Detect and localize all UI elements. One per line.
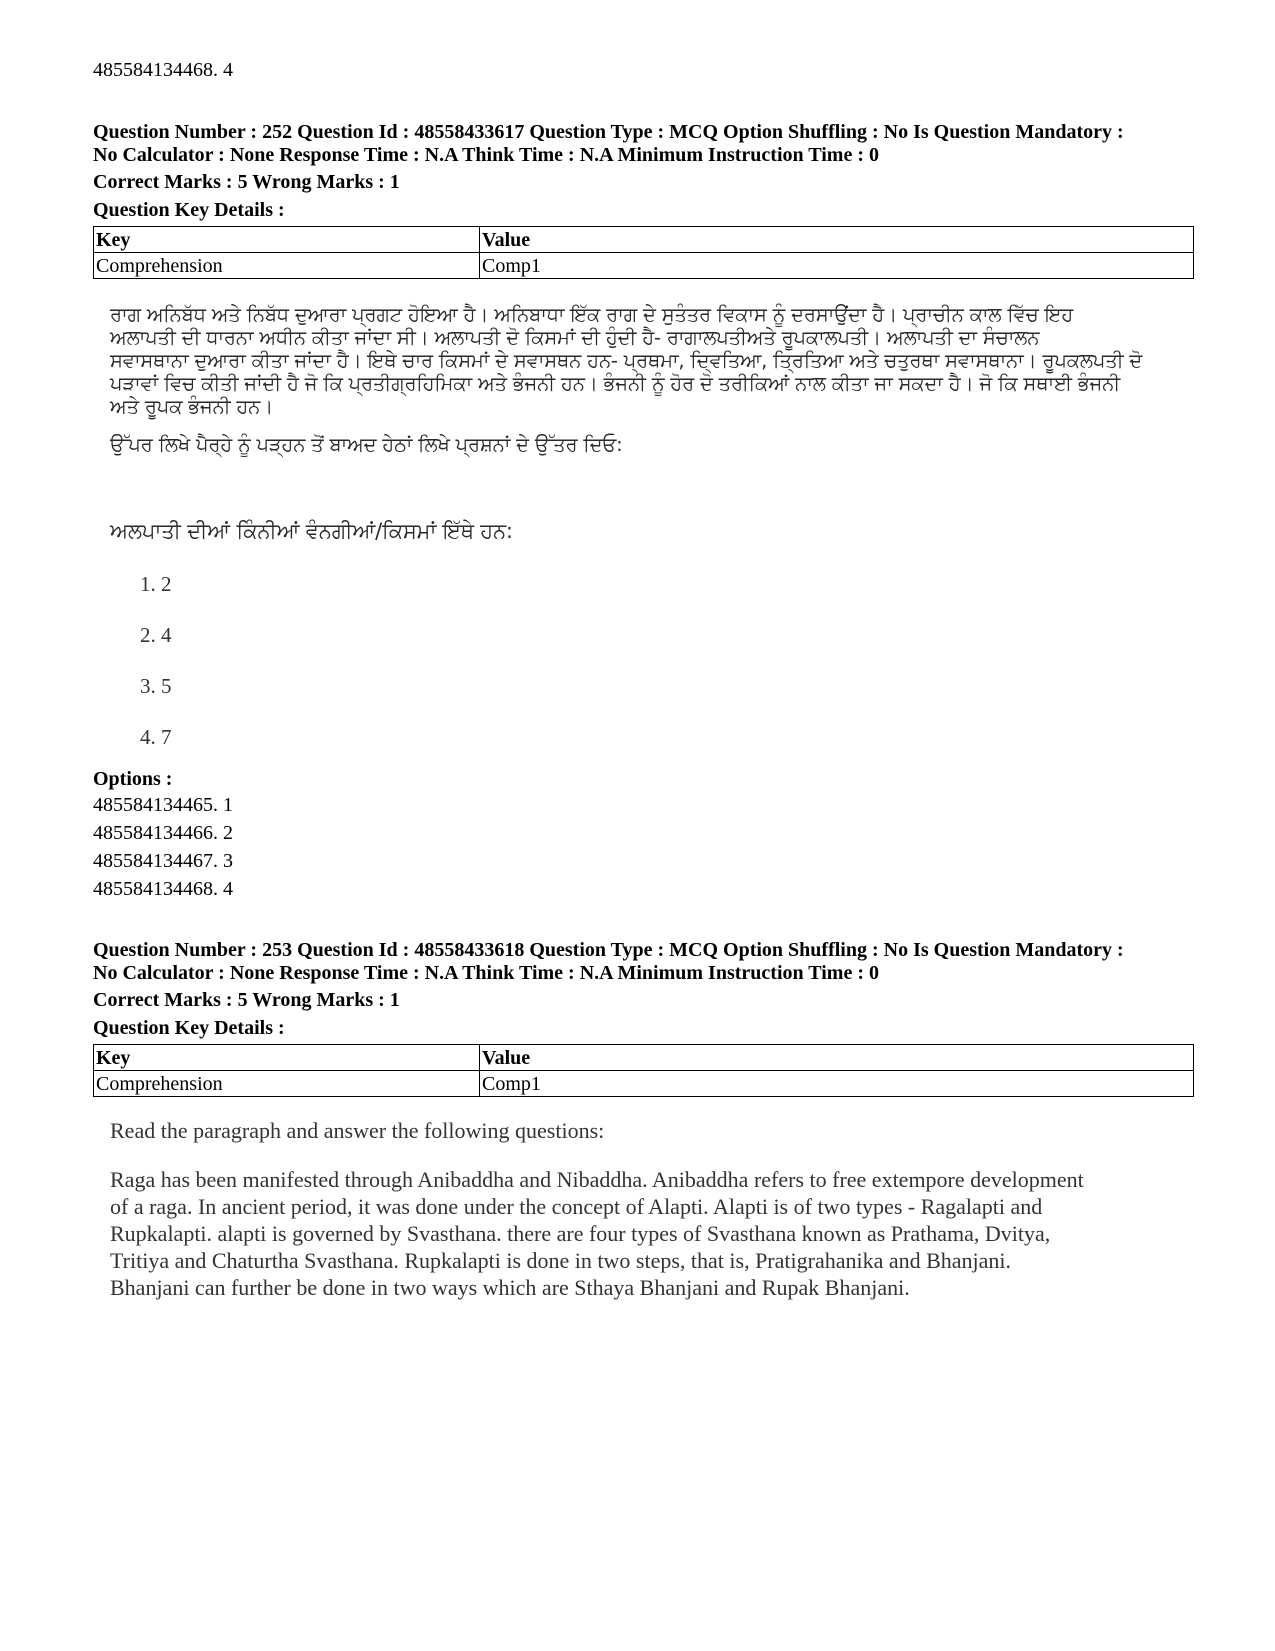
table-header-value: Value <box>480 1045 1194 1071</box>
q252-meta-line1: Question Number : 252 Question Id : 48558433617 Question Type : MCQ Option Shuffling : No Is Question Mandatory : <box>93 121 1124 143</box>
passage-line: Bhanjani can further be done in two ways which are Sthaya Bhanjani and Rupak Bhanjani. <box>110 1275 910 1300</box>
q253-passage <box>110 1166 1170 1301</box>
passage-line: ਰਾਗ ਅਨਿਬੱਧ ਅਤੇ ਨਿਬੱਧ ਦੁਆਰਾ ਪ੍ਰਗਟ ਹੋਇਆ ਹੈ। ਅਨਿਬਾਧਾ ਇੱਕ ਰਾਗ ਦੇ ਸੁਤੰਤਰ ਵਿਕਾਸ ਨੂੰ ਦਰਸਾਉਂਦਾ ਹੈ। ਪ੍ਰਾਚੀਨ ਕਾਲ ਵਿੱਚ ਇਹ <box>110 303 1074 326</box>
q252-meta-line2: No Calculator : None Response Time : N.A Think Time : N.A Minimum Instruction Time : 0 <box>93 144 879 166</box>
q252-key-table <box>93 226 1194 279</box>
table-header-key: Key <box>94 1045 480 1071</box>
previous-answer-line: 485584134468. 4 <box>93 59 233 81</box>
table-row <box>94 253 1194 279</box>
table-header-key: Key <box>94 227 480 253</box>
passage-line: Rupkalapti. alapti is governed by Svasthana. there are four types of Svasthana known as Prathama, Dvitya, <box>110 1221 1051 1246</box>
passage-line: ਪੜਾਵਾਂ ਵਿਚ ਕੀਤੀ ਜਾਂਦੀ ਹੈ ਜੋ ਕਿ ਪ੍ਰਤੀਗ੍ਰਹਿਮਿਕਾ ਅਤੇ ਭੰਜਨੀ ਹਨ। ਭੰਜਨੀ ਨੂੰ ਹੋਰ ਦੋ ਤਰੀਕਿਆਂ ਨਾਲ ਕੀਤਾ ਜਾ ਸਕਦਾ ਹੈ। ਜੋ ਕਿ ਸਥਾਈ ਭੰਜਨੀ <box>110 372 1120 395</box>
q252-image-option-4: 4. 7 <box>140 725 172 749</box>
list-item: 485584134468. 4 <box>93 878 233 900</box>
table-header-value: Value <box>480 227 1194 253</box>
q253-key-table <box>93 1044 1194 1097</box>
table-header-row <box>94 227 1194 253</box>
passage-line: ਅਲਾਪਤੀ ਦੀ ਧਾਰਨਾ ਅਧੀਨ ਕੀਤਾ ਜਾਂਦਾ ਸੀ। ਅਲਾਪਤੀ ਦੋ ਕਿਸਮਾਂ ਦੀ ਹੁੰਦੀ ਹੈ- ਰਾਗਾਲਪਤੀਅਤੇ ਰੂਪਕਾਲਪਤੀ। ਅਲਾਪਤੀ ਦਾ ਸੰਚਾਲਨ <box>110 326 1040 349</box>
list-item: 485584134467. 3 <box>93 850 233 872</box>
q253-marks: Correct Marks : 5 Wrong Marks : 1 <box>93 989 400 1011</box>
q252-options-label: Options : <box>93 768 173 790</box>
q252-image-option-3: 3. 5 <box>140 674 172 698</box>
table-cell-key: Comprehension <box>94 1071 480 1097</box>
table-cell-value: Comp1 <box>480 1071 1194 1097</box>
list-item: 485584134465. 1 <box>93 794 233 816</box>
table-header-row <box>94 1045 1194 1071</box>
q252-image-option-2: 2. 4 <box>140 623 172 647</box>
q253-meta-line2: No Calculator : None Response Time : N.A Think Time : N.A Minimum Instruction Time : 0 <box>93 962 879 984</box>
q252-instruction: ਉੱਪਰ ਲਿਖੇ ਪੈਰ੍ਹੇ ਨੂੰ ਪੜ੍ਹਨ ਤੋਂ ਬਾਅਦ ਹੇਠਾਂ ਲਿਖੇ ਪ੍ਰਸ਼ਨਾਂ ਦੇ ਉੱਤਰ ਦਿਓ: <box>110 433 623 456</box>
q253-instruction: Read the paragraph and answer the following questions: <box>110 1118 605 1143</box>
passage-line: ਅਤੇ ਰੂਪਕ ਭੰਜਨੀ ਹਨ। <box>110 395 274 418</box>
q252-passage <box>110 303 1170 418</box>
q252-key-details-label: Question Key Details : <box>93 199 285 221</box>
passage-line: Tritiya and Chaturtha Svasthana. Rupkalapti is done in two steps, that is, Pratigrahanika and Bhanjani. <box>110 1248 1012 1273</box>
table-cell-key: Comprehension <box>94 253 480 279</box>
q253-meta-line1: Question Number : 253 Question Id : 48558433618 Question Type : MCQ Option Shuffling : No Is Question Mandatory : <box>93 939 1124 961</box>
table-cell-value: Comp1 <box>480 253 1194 279</box>
list-item: 485584134466. 2 <box>93 822 233 844</box>
table-row <box>94 1071 1194 1097</box>
q252-marks: Correct Marks : 5 Wrong Marks : 1 <box>93 171 400 193</box>
passage-line: Raga has been manifested through Anibaddha and Nibaddha. Anibaddha refers to free extempore development <box>110 1167 1084 1192</box>
passage-line: ਸਵਾਸਥਾਨਾ ਦੁਆਰਾ ਕੀਤਾ ਜਾਂਦਾ ਹੈ। ਇਥੇ ਚਾਰ ਕਿਸਮਾਂ ਦੇ ਸਵਾਸਥਨ ਹਨ- ਪ੍ਰਥਮਾ, ਦ੍ਵਿਤਿਆ, ਤ੍ਰਿਤਿਆ ਅਤੇ ਚਤੁਰਥਾ ਸਵਾਸਥਾਨਾ। ਰੂਪਕਲਪਤੀ ਦੋ <box>110 349 1143 372</box>
passage-line: of a raga. In ancient period, it was done under the concept of Alapti. Alapti is of two types - Ragalapti and <box>110 1194 1043 1219</box>
q252-image-option-1: 1. 2 <box>140 572 172 596</box>
q252-question-text: ਅਲਪਾਤੀ ਦੀਆਂ ਕਿੰਨੀਆਂ ਵੰਨਗੀਆਂ/ਕਿਸਮਾਂ ਇੱਥੇ ਹਨ: <box>110 519 513 543</box>
q253-key-details-label: Question Key Details : <box>93 1017 285 1039</box>
q252-meta <box>93 121 1193 167</box>
q253-meta <box>93 939 1193 985</box>
